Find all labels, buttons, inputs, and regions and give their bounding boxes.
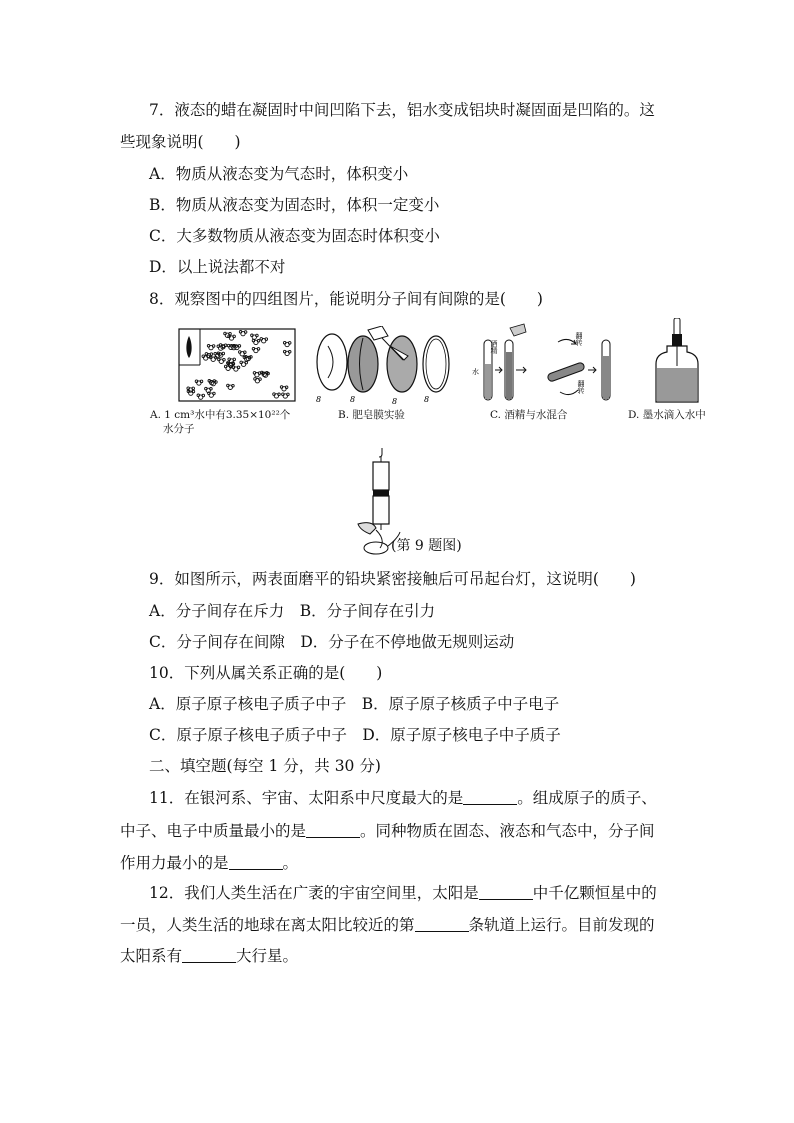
water-molecule xyxy=(197,394,205,399)
q12-text: 条轨道上运行。目前发现的 xyxy=(468,916,655,934)
water-molecule xyxy=(252,339,260,344)
q9-figure-caption: (第 9 题图) xyxy=(391,538,462,554)
q12-text: 一员，人类生活的地球在离太阳比较近的第 xyxy=(120,916,415,934)
water-molecule xyxy=(187,387,195,392)
section-fill-in-header: 二、填空题(每空 1 分，共 30 分) xyxy=(149,757,381,775)
q11-line3 xyxy=(120,852,298,874)
label-alcohol: 酒精 xyxy=(490,340,498,354)
answer-blank[interactable] xyxy=(463,788,517,805)
caption-a-line1: A. 1 cm³水中有3.35×10²²个 xyxy=(150,409,291,421)
q11-text: 中子、电子中质量最小的是 xyxy=(120,822,307,840)
q11-text: 作用力最小的是 xyxy=(120,854,229,872)
caption-d: D. 墨水滴入水中 xyxy=(628,409,706,421)
figure-b-soap-film xyxy=(310,326,460,406)
water-molecule xyxy=(240,361,248,366)
q12-line3 xyxy=(120,945,298,967)
water-molecule xyxy=(239,331,247,336)
water-molecule xyxy=(283,341,291,346)
q11-text: 11．在银河系、宇宙、太阳系中尺度最大的是 xyxy=(149,789,464,807)
water-molecule xyxy=(252,347,260,352)
q7-stem-line1: 7．液态的蜡在凝固时中间凹陷下去，铝水变成铝块时凝固面是凹陷的。这 xyxy=(149,101,655,119)
q12-text: 12．我们人类生活在广袤的宇宙空间里，太阳是 xyxy=(149,884,479,902)
label-water: 水 xyxy=(472,368,479,376)
q10-options-ab: A．原子原子核电子质子中子 B．原子原子核质子中子电子 xyxy=(149,695,560,713)
q12-line2 xyxy=(120,914,655,936)
water-molecule xyxy=(260,338,268,343)
answer-blank[interactable] xyxy=(415,915,469,932)
water-molecule xyxy=(282,393,290,398)
q7-option-d: D．以上说法都不对 xyxy=(149,258,286,276)
caption-b: B. 肥皂膜实验 xyxy=(338,409,405,421)
q9-stem: 9．如图所示，两表面磨平的铅块紧密接触后可吊起台灯，这说明( ) xyxy=(149,570,636,588)
water-molecule xyxy=(195,380,203,385)
q11-line2 xyxy=(120,820,655,842)
answer-blank[interactable] xyxy=(306,821,360,838)
svg-text:8: 8 xyxy=(316,395,322,404)
water-molecule xyxy=(273,393,281,398)
q9-options-ab: A．分子间存在斥力 B．分子间存在引力 xyxy=(149,602,436,620)
label-flip-bottom: 翻转 xyxy=(577,380,585,394)
water-molecule xyxy=(228,335,236,340)
svg-text:8: 8 xyxy=(392,397,398,406)
label-flip-top: 翻转 xyxy=(575,332,583,346)
water-molecule xyxy=(254,378,262,383)
q12-text: 中千亿颗恒星中的 xyxy=(532,884,657,902)
caption-a-line2: 水分子 xyxy=(163,423,195,435)
water-molecule xyxy=(232,366,240,371)
q8-stem: 8．观察图中的四组图片，能说明分子间有间隙的是( ) xyxy=(149,290,543,308)
q7-option-b: B．物质从液态变为固态时，体积一定变小 xyxy=(149,196,440,214)
q11-text: 。同种物质在固态、液态和气态中，分子间 xyxy=(360,822,655,840)
figure-a-water-molecules xyxy=(178,328,296,402)
q12-line1 xyxy=(149,882,657,904)
answer-blank[interactable] xyxy=(182,946,236,963)
q7-option-c: C．大多数物质从液态变为固态时体积变小 xyxy=(149,227,440,245)
water-molecule xyxy=(227,384,235,389)
water-molecule xyxy=(251,334,259,339)
water-molecule xyxy=(218,358,226,363)
answer-blank[interactable] xyxy=(229,853,283,870)
q9-options-cd: C．分子间存在间隙 D．分子在不停地做无规则运动 xyxy=(149,633,515,651)
q11-text: 。组成原子的质子、 xyxy=(517,789,657,807)
q7-option-a: A．物质从液态变为气态时，体积变小 xyxy=(149,165,409,183)
q10-options-cd: C．原子原子核电子质子中子 D．原子原子核电子中子质子 xyxy=(149,726,561,744)
q12-text: 太阳系有 xyxy=(120,947,183,965)
svg-text:8: 8 xyxy=(424,395,430,404)
figure-c-alcohol-water-mixing xyxy=(472,322,620,404)
water-molecule xyxy=(280,386,288,391)
water-molecule xyxy=(239,351,247,356)
water-molecule xyxy=(253,372,261,377)
q12-text: 大行星。 xyxy=(236,947,299,965)
q11-text: 。 xyxy=(282,854,299,872)
svg-text:8: 8 xyxy=(350,395,356,404)
caption-c: C. 酒精与水混合 xyxy=(490,409,568,421)
figure-d-ink-dropper xyxy=(652,318,702,406)
answer-blank[interactable] xyxy=(479,883,533,900)
q7-stem-line2: 些现象说明( ) xyxy=(120,133,241,151)
q11-line1 xyxy=(149,787,657,809)
water-molecule xyxy=(283,350,291,355)
water-molecule xyxy=(207,345,215,350)
q10-stem: 10．下列从属关系正确的是( ) xyxy=(149,664,383,682)
